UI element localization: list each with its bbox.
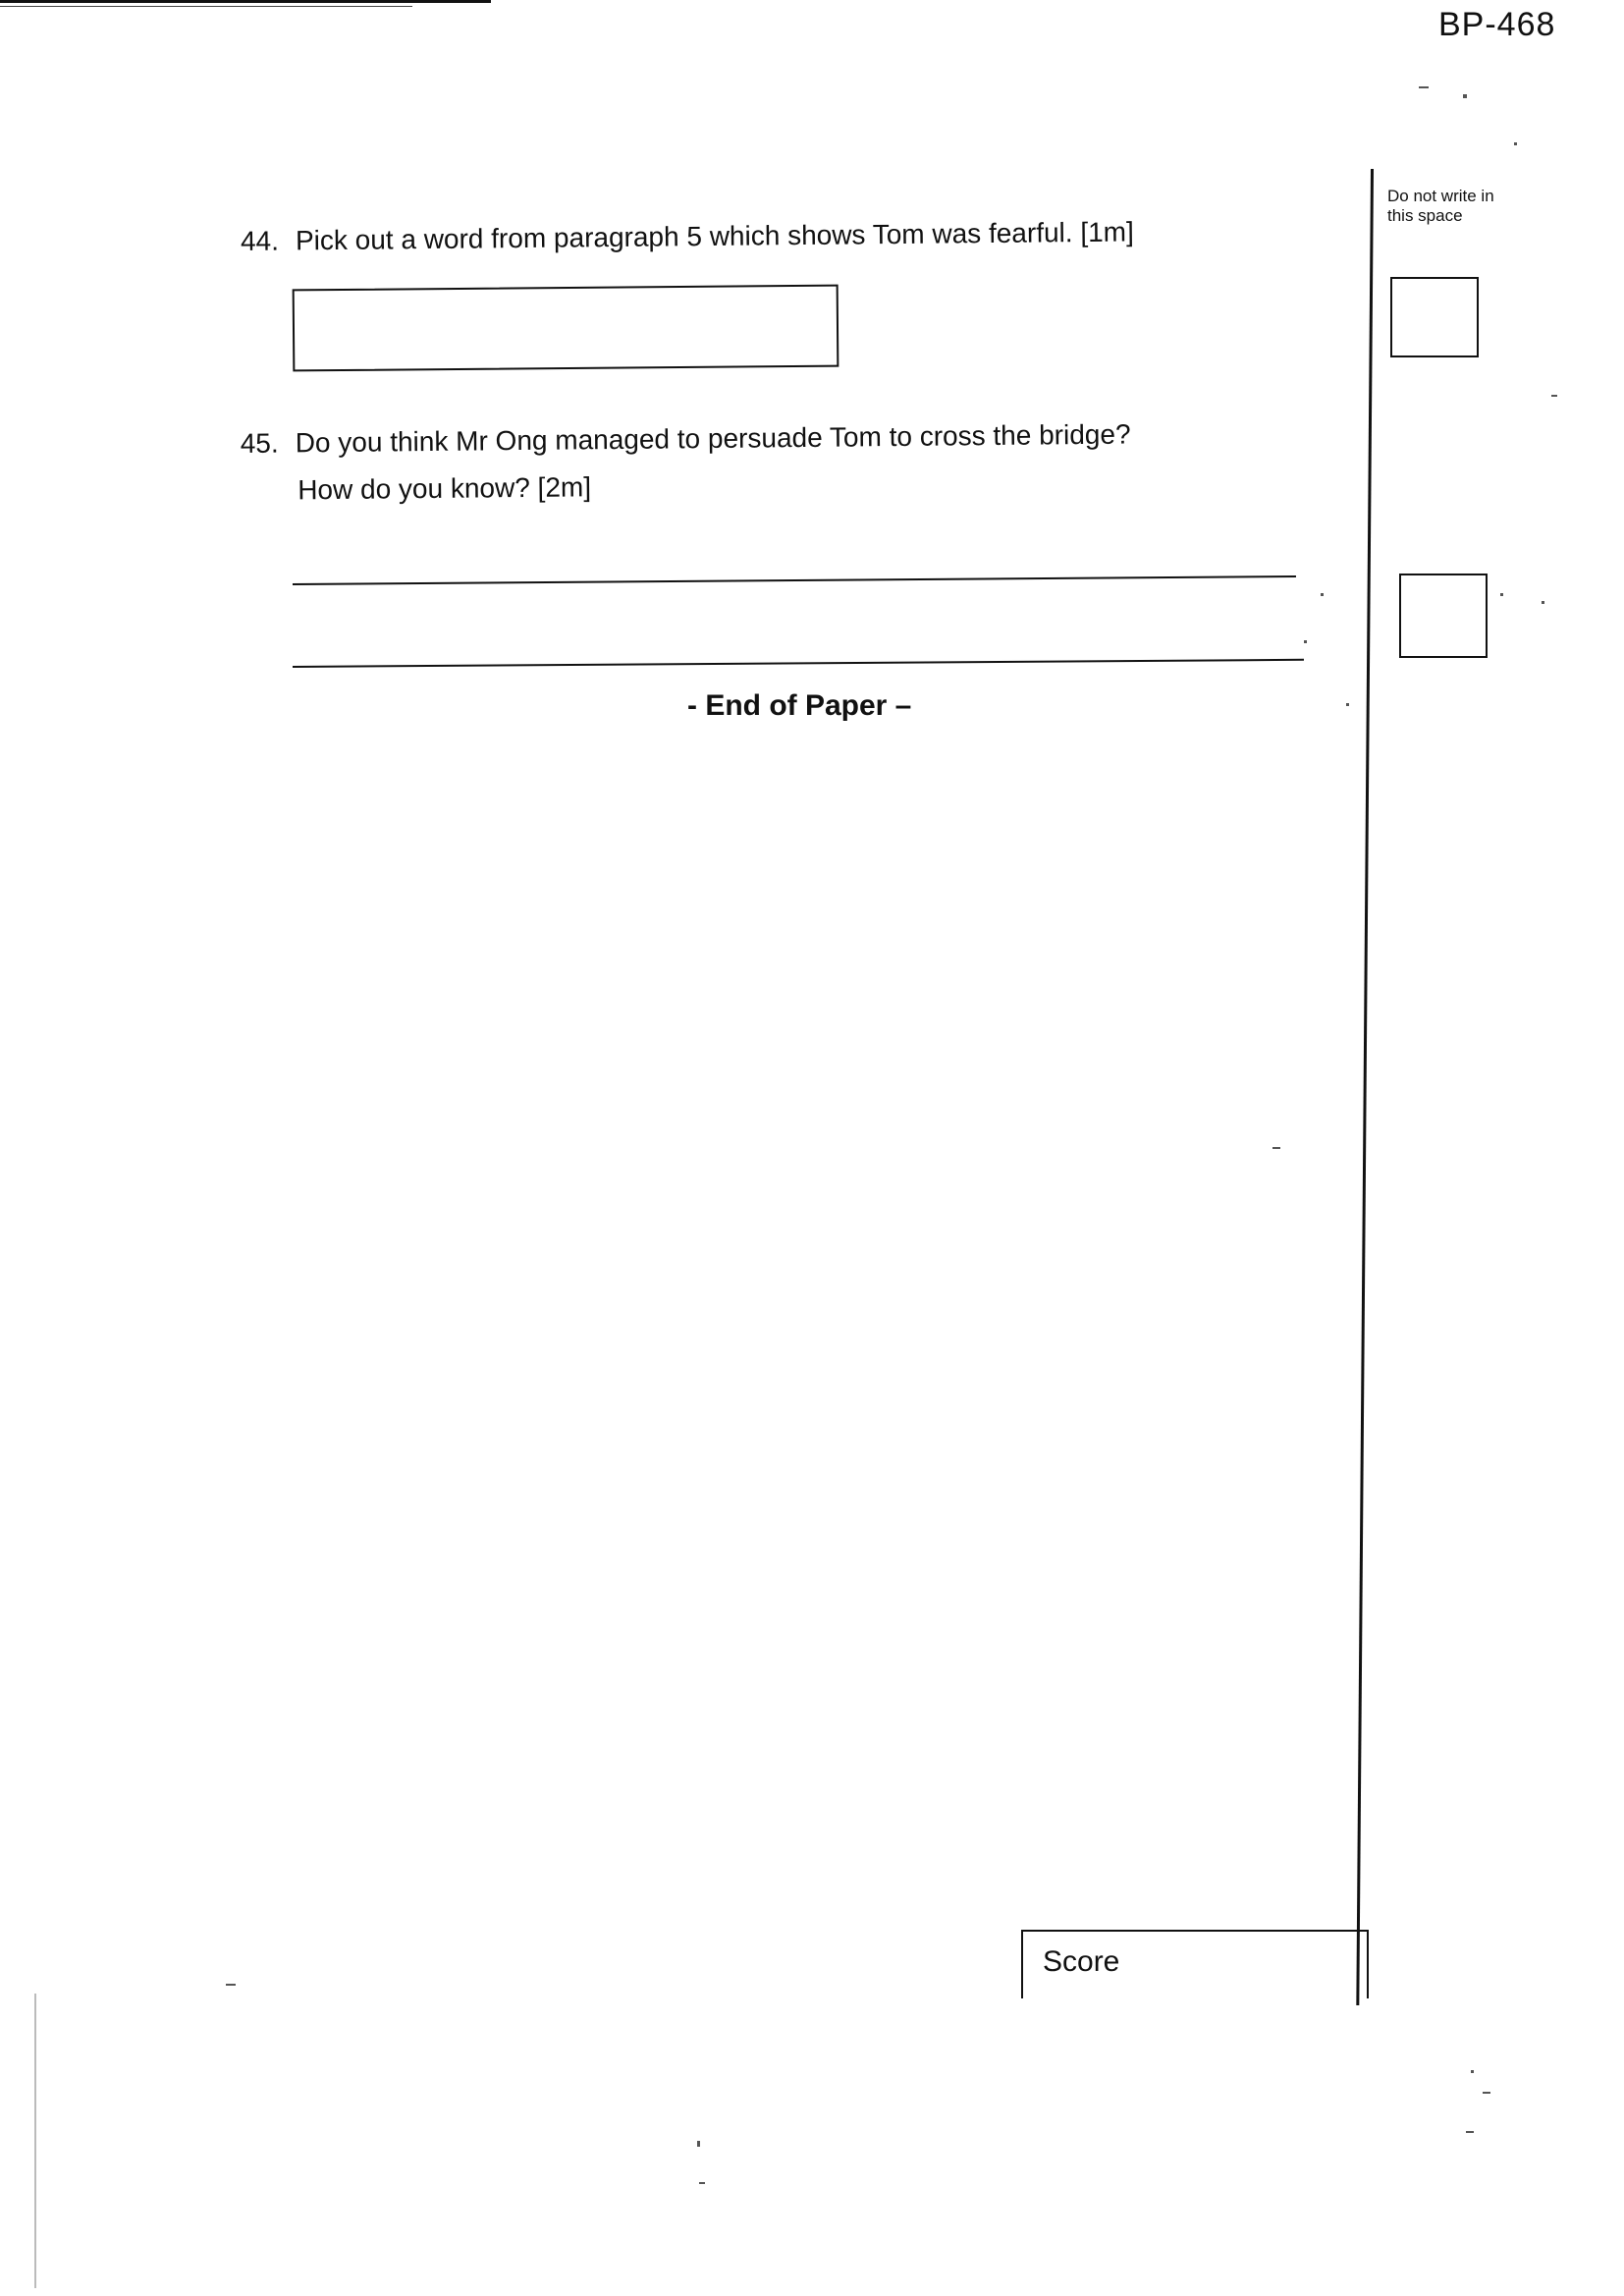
scan-speck — [1466, 2131, 1474, 2133]
question-number: 44. — [240, 225, 280, 256]
answer-line-q45-1[interactable] — [293, 575, 1296, 585]
scan-speck — [1272, 1147, 1280, 1149]
score-box — [1021, 1930, 1369, 1998]
scan-speck — [699, 2182, 705, 2184]
scan-speck — [1463, 94, 1467, 98]
scan-speck — [1419, 86, 1429, 88]
scan-speck — [1500, 593, 1503, 596]
scan-speck — [697, 2141, 700, 2147]
marks-box-q44 — [1390, 277, 1479, 357]
scan-speck — [1483, 2092, 1490, 2094]
question-text-line2: How do you know? [2m] — [298, 471, 592, 506]
margin-divider-line — [1356, 169, 1374, 2005]
question-text: Pick out a word from paragraph 5 which shows Tom was fearful. [1m] — [295, 216, 1134, 256]
scan-speck — [1304, 640, 1307, 643]
scan-speck — [34, 1994, 36, 2288]
question-45 — [240, 411, 1131, 515]
top-rule-thin — [0, 6, 412, 7]
top-rule — [0, 0, 491, 3]
scan-speck — [1542, 601, 1544, 604]
scan-speck — [1514, 142, 1517, 145]
question-text-line1: Do you think Mr Ong managed to persuade Tom to cross the bridge? — [295, 418, 1131, 459]
answer-line-q45-2[interactable] — [293, 659, 1304, 668]
question-number: 45. — [240, 427, 279, 460]
score-label: Score — [1043, 1945, 1120, 1978]
question-44 — [241, 208, 1134, 265]
marks-box-q45 — [1399, 574, 1488, 658]
scan-speck — [1551, 395, 1557, 397]
end-of-paper: - End of Paper – — [687, 689, 912, 722]
scan-speck — [1321, 593, 1324, 596]
answer-box-q44[interactable] — [293, 285, 839, 372]
scan-speck — [1346, 703, 1349, 706]
page-code: BP-468 — [1438, 6, 1556, 43]
margin-note: Do not write in this space — [1387, 187, 1494, 225]
scan-speck — [226, 1984, 236, 1986]
scan-speck — [1471, 2070, 1474, 2073]
